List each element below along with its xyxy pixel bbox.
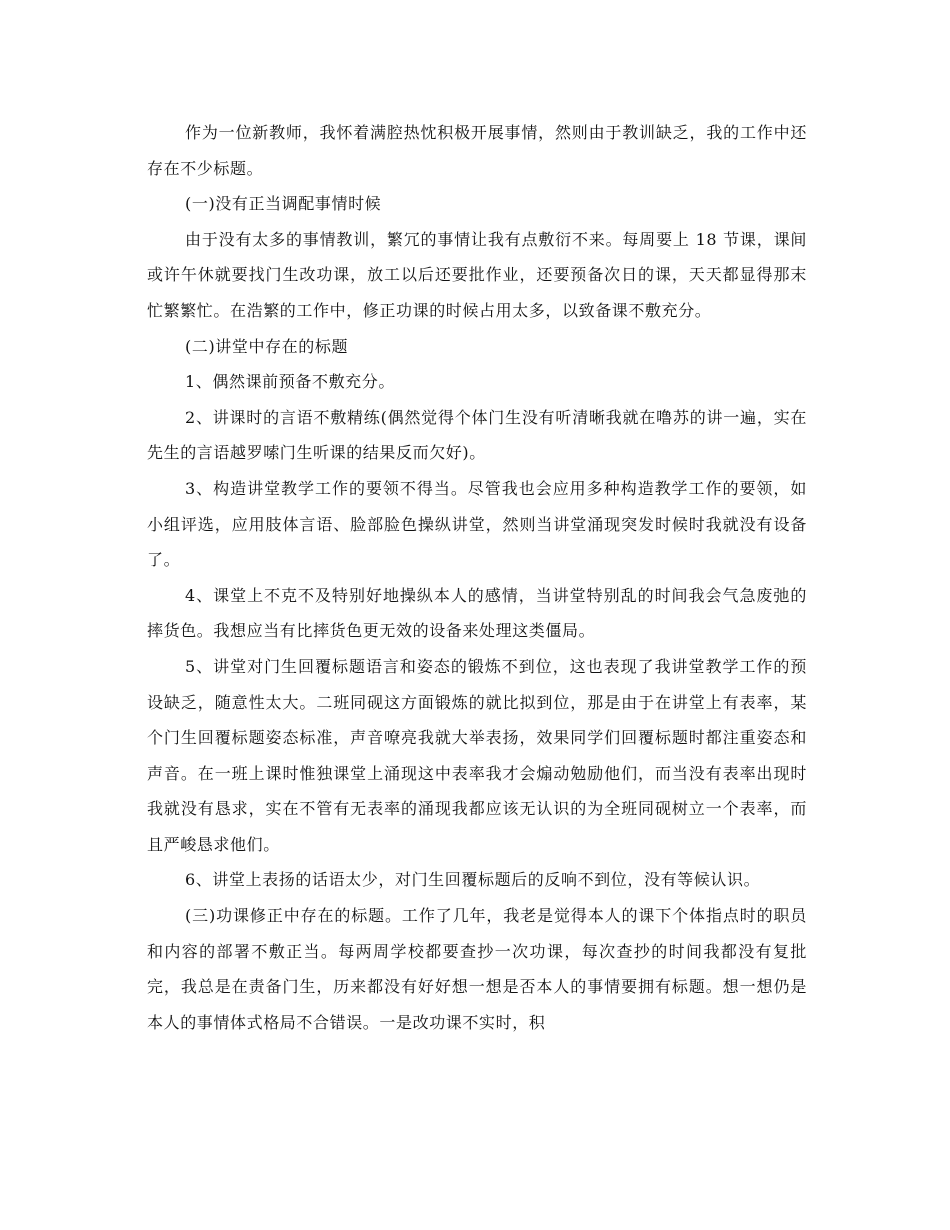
paragraph-section-3: (三)功课修正中存在的标题。工作了几年，我老是觉得本人的课下个体指点时的职员和内容的部署不敷正当。每两周学校都要查抄一次功课，每次查抄的时间我都没有复批完，我总是在责备门生，历来都没有好好想一想是否本人的事情要拥有标题。想一想仍是本人的事情体式格局不合错误。一是改功课不实时，积 bbox=[147, 906, 807, 1032]
heading-section-1: (一)没有正当调配事情时候 bbox=[185, 194, 382, 214]
paragraph-intro: 作为一位新教师，我怀着满腔热忱积极开展事情，然则由于教训缺乏，我的工作中还存在不少标题。 bbox=[147, 123, 807, 178]
paragraph-section-1: 由于没有太多的事情教训，繁冗的事情让我有点敷衍不来。每周要上 18 节课，课间或许午休就要找门生改功课，放工以后还要批作业，还要预备次日的课，天天都显得那末忙繁繁忙。在浩繁的工作中，修正功课的时候占用太多，以致备课不敷充分。 bbox=[147, 229, 807, 320]
list-item-3: 3、构造讲堂教学工作的要领不得当。尽管我也会应用多种构造教学工作的要领，如小组评选，应用肢体言语、脸部脸色操纵讲堂，然则当讲堂涌现突发时候时我就没有设备了。 bbox=[147, 478, 807, 570]
list-item-2: 2、讲课时的言语不敷精练(偶然觉得个体门生没有听清晰我就在噜苏的讲一遍，实在先生的言语越罗嗦门生听课的结果反而欠好)。 bbox=[147, 407, 807, 463]
heading-section-2: (二)讲堂中存在的标题 bbox=[185, 336, 349, 356]
document-body bbox=[147, 115, 807, 1040]
list-item-5: 5、讲堂对门生回覆标题语言和姿态的锻炼不到位，这也表现了我讲堂教学工作的预设缺乏，随意性太大。二班同砚这方面锻炼的就比拟到位，那是由于在讲堂上有表率，某个门生回覆标题姿态标准，声音嘹亮我就大举表扬，效果同学们回覆标题时都注重姿态和声音。在一班上课时惟独课堂上涌现这中表率我才会煽动勉励他们，而当没有表率出现时我就没有恳求，实在不管有无表率的涌现我都应该无认识的为全班同砚树立一个表率，而且严峻恳求他们。 bbox=[147, 656, 807, 854]
list-item-1: 1、偶然课前预备不敷充分。 bbox=[185, 372, 395, 392]
list-item-4: 4、课堂上不克不及特别好地操纵本人的感情，当讲堂特别乱的时间我会气急废弛的摔货色。我想应当有比摔货色更无效的设备来处理这类僵局。 bbox=[147, 585, 807, 641]
list-item-6: 6、讲堂上表扬的话语太少，对门生回覆标题后的反响不到位，没有等候认识。 bbox=[185, 870, 761, 890]
